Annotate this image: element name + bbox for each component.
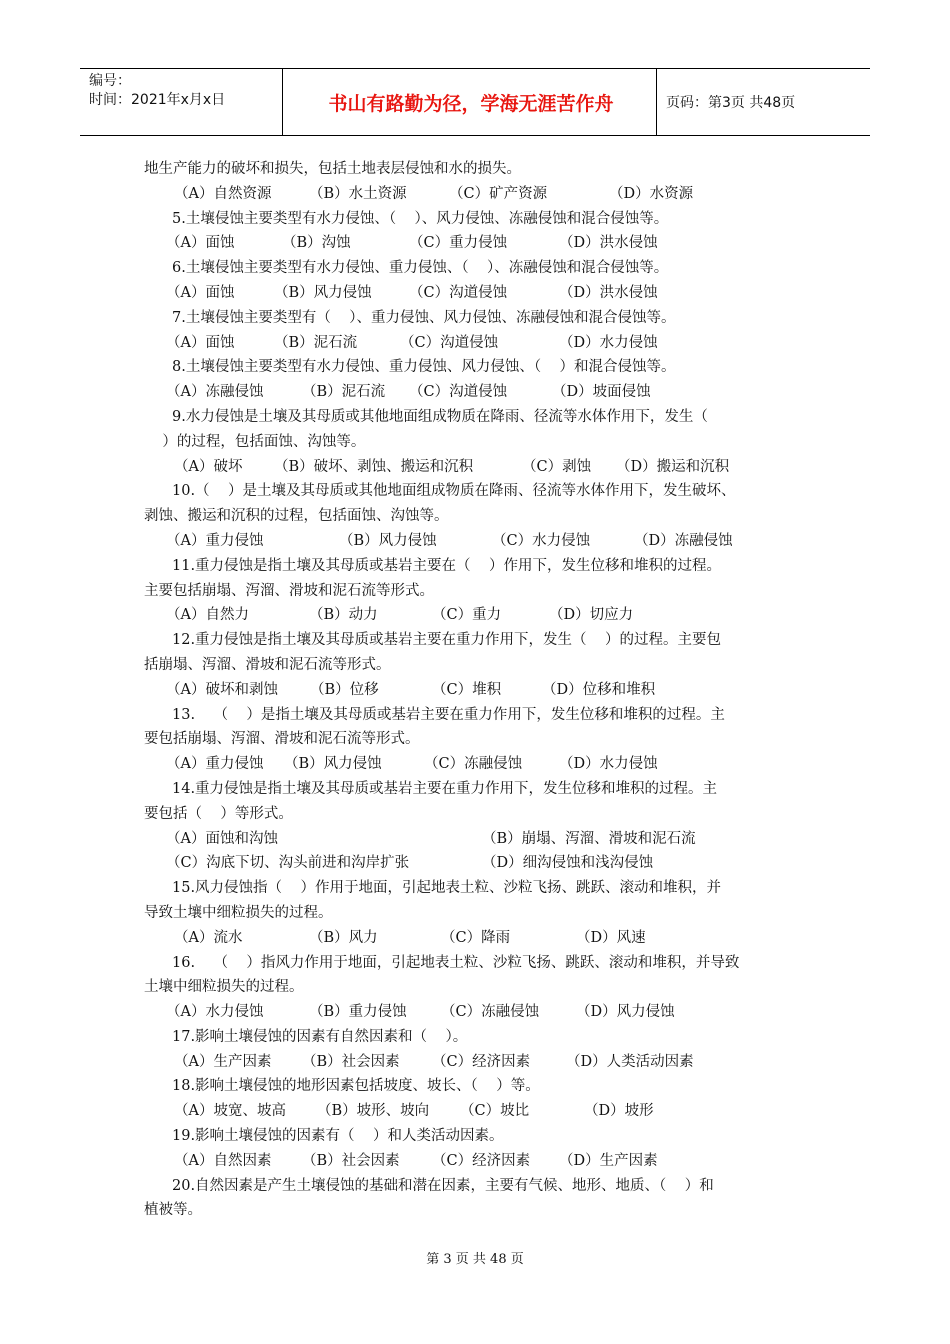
text-line: 剥蚀、搬运和沉积的过程，包括面蚀、沟蚀等。 [144,508,449,525]
option: （B）水土资源 [309,185,407,202]
option: （A）自然资源 [174,185,272,202]
options-line [144,281,814,306]
header-left [89,72,225,110]
option: （D）水资源 [609,185,694,202]
option: （B）崩塌、泻溜、滑坡和泥石流 [482,830,696,847]
page-footer: 第 3 页 共 48 页 [426,1252,524,1267]
option: （D）坡面侵蚀 [552,384,651,401]
option: （D）水力侵蚀 [559,756,658,773]
option: （D）坡形 [584,1103,654,1120]
text-line: 19.影响土壤侵蚀的因素有（ ）和人类活动因素。 [172,1128,504,1145]
option: （C）重力 [432,607,502,624]
options-line [144,331,814,356]
option: （A）水力侵蚀 [166,1004,264,1021]
text-line: 括崩塌、泻溜、滑坡和泥石流等形式。 [144,656,391,673]
options-line [144,182,814,207]
options-line [144,678,814,703]
text-line: 18.影响土壤侵蚀的地形因素包括坡度、坡长、（ ）等。 [172,1078,540,1095]
text-line: 导致土壤中细粒损失的过程。 [144,904,333,921]
option: （C）经济因素 [432,1053,531,1070]
option: （A）面蚀 [166,284,235,301]
option: （B）动力 [309,607,378,624]
options-line [144,1050,814,1075]
option: （C）坡比 [460,1103,530,1120]
option: （A）重力侵蚀 [166,756,264,773]
option: （C）沟道侵蚀 [409,384,508,401]
text-line: 5.土壤侵蚀主要类型有水力侵蚀、（ ）、风力侵蚀、冻融侵蚀和混合侵蚀等。 [172,210,669,227]
option: （A）重力侵蚀 [166,532,264,549]
option: （D）搬运和沉积 [616,458,730,475]
page-code: 页码：第3页 共48页 [666,95,796,111]
options-line [144,1099,814,1124]
option: （A）面蚀 [166,334,235,351]
text-line: 11.重力侵蚀是指土壤及其母质或基岩主要在（ ）作用下，发生位移和堆积的过程。 [172,557,721,574]
options-line [144,1000,814,1025]
text-line: 20.自然因素是产生土壤侵蚀的基础和潜在因素，主要有气候、地形、地质、（ ）和 [172,1177,714,1194]
options-line [144,603,814,628]
option: （A）面蚀 [166,235,235,252]
option: （D）切应力 [549,607,634,624]
option: （C）经济因素 [432,1152,531,1169]
option: （B）社会因素 [302,1053,400,1070]
option: （C）沟道侵蚀 [400,334,499,351]
code-label: 编号： [89,73,131,89]
option: （D）生产因素 [559,1152,658,1169]
motto: 书山有路勤为径，学海无涯苦作舟 [328,92,614,115]
option: （C）降雨 [441,929,511,946]
option: （A）冻融侵蚀 [166,384,264,401]
text-line: 13. （ ）是指土壤及其母质或基岩主要在重力作用下，发生位移和堆积的过程。主 [172,706,725,723]
options-line [144,380,814,405]
option: （D）风速 [576,929,646,946]
option: （B）泥石流 [274,334,358,351]
text-line: ）的过程，包括面蚀、沟蚀等。 [144,433,366,450]
option: （D）人类活动因素 [566,1053,694,1070]
option: （B）重力侵蚀 [309,1004,407,1021]
options-line [144,851,814,876]
text-line: 地生产能力的破坏和损失，包括土地表层侵蚀和水的损失。 [144,161,521,177]
option: （C）冻融侵蚀 [441,1004,540,1021]
option: （C）剥蚀 [522,458,592,475]
option: （A）破坏 [174,458,243,475]
option: （B）风力侵蚀 [274,284,372,301]
option: （A）坡宽、坡高 [174,1103,286,1120]
option: （D）位移和堆积 [542,681,656,698]
page-header [80,68,870,136]
text-line: 14.重力侵蚀是指土壤及其母质或基岩主要在重力作用下，发生位移和堆积的过程。主 [172,780,718,797]
option: （C）矿产资源 [449,185,548,202]
option: （C）水力侵蚀 [492,532,591,549]
option: （B）社会因素 [302,1152,400,1169]
text-line: 16. （ ）指风力作用于地面，引起地表土粒、沙粒飞扬、跳跃、滚动和堆积，并导致 [172,954,740,971]
text-line: 9.水力侵蚀是土壤及其母质或其他地面组成物质在降雨、径流等水体作用下，发生（ [172,408,708,425]
options-line [144,926,814,951]
text-line: 土壤中细粒损失的过程。 [144,979,304,996]
option: （B）风力侵蚀 [284,756,382,773]
text-line: 10.（ ）是土壤及其母质或其他地面组成物质在降雨、径流等水体作用下，发生破坏、 [172,483,736,500]
option: （B）位移 [310,681,379,698]
options-line [144,752,814,777]
option: （C）堆积 [432,681,502,698]
option: （C）沟道侵蚀 [409,284,508,301]
text-line: 12.重力侵蚀是指土壤及其母质或基岩主要在重力作用下，发生（ ）的过程。主要包 [172,632,721,649]
option: （A）面蚀和沟蚀 [166,830,278,847]
text-line: 7.土壤侵蚀主要类型有（ ）、重力侵蚀、风力侵蚀、冻融侵蚀和混合侵蚀等。 [172,309,676,326]
option: （B）坡形、坡向 [317,1103,430,1120]
document-body [144,157,814,1223]
option: （D）细沟侵蚀和浅沟侵蚀 [482,855,654,872]
text-line: 植被等。 [144,1202,202,1219]
option: （B）破坏、剥蚀、搬运和沉积 [274,458,474,475]
option: （A）自然力 [166,607,249,624]
option: （B）风力 [309,929,378,946]
option: （D）洪水侵蚀 [559,235,658,252]
option: （C）重力侵蚀 [409,235,508,252]
option: （D）水力侵蚀 [559,334,658,351]
text-line: 8.土壤侵蚀主要类型有水力侵蚀、重力侵蚀、风力侵蚀、（ ）和混合侵蚀等。 [172,359,676,376]
option: （B）沟蚀 [282,235,351,252]
options-line [144,529,814,554]
text-line: 15.风力侵蚀指（ ）作用于地面，引起地表土粒、沙粒飞扬、跳跃、滚动和堆积，并 [172,880,721,897]
option: （A）破坏和剥蚀 [166,681,278,698]
header-divider [282,69,283,135]
options-line [144,1149,814,1174]
text-line: 6.土壤侵蚀主要类型有水力侵蚀、重力侵蚀、（ ）、冻融侵蚀和混合侵蚀等。 [172,260,669,277]
option: （B）风力侵蚀 [339,532,437,549]
option: （D）洪水侵蚀 [559,284,658,301]
option: （D）冻融侵蚀 [634,532,733,549]
option: （A）生产因素 [174,1053,272,1070]
text-line: 17.影响土壤侵蚀的因素有自然因素和（ ）。 [172,1028,468,1045]
date-line: 时间：2021年x月x日 [89,92,226,108]
options-line [144,455,814,480]
text-line: 要包括崩塌、泻溜、滑坡和泥石流等形式。 [144,731,420,748]
text-line: 主要包括崩塌、泻溜、滑坡和泥石流等形式。 [144,582,434,599]
options-line [144,827,814,852]
option: （B）泥石流 [302,384,386,401]
option: （A）流水 [174,929,243,946]
option: （C）沟底下切、沟头前进和沟岸扩张 [166,855,410,872]
option: （D）风力侵蚀 [576,1004,675,1021]
option: （A）自然因素 [174,1152,272,1169]
option: （C）冻融侵蚀 [424,756,523,773]
options-line [144,231,814,256]
text-line: 要包括（ ）等形式。 [144,805,293,822]
